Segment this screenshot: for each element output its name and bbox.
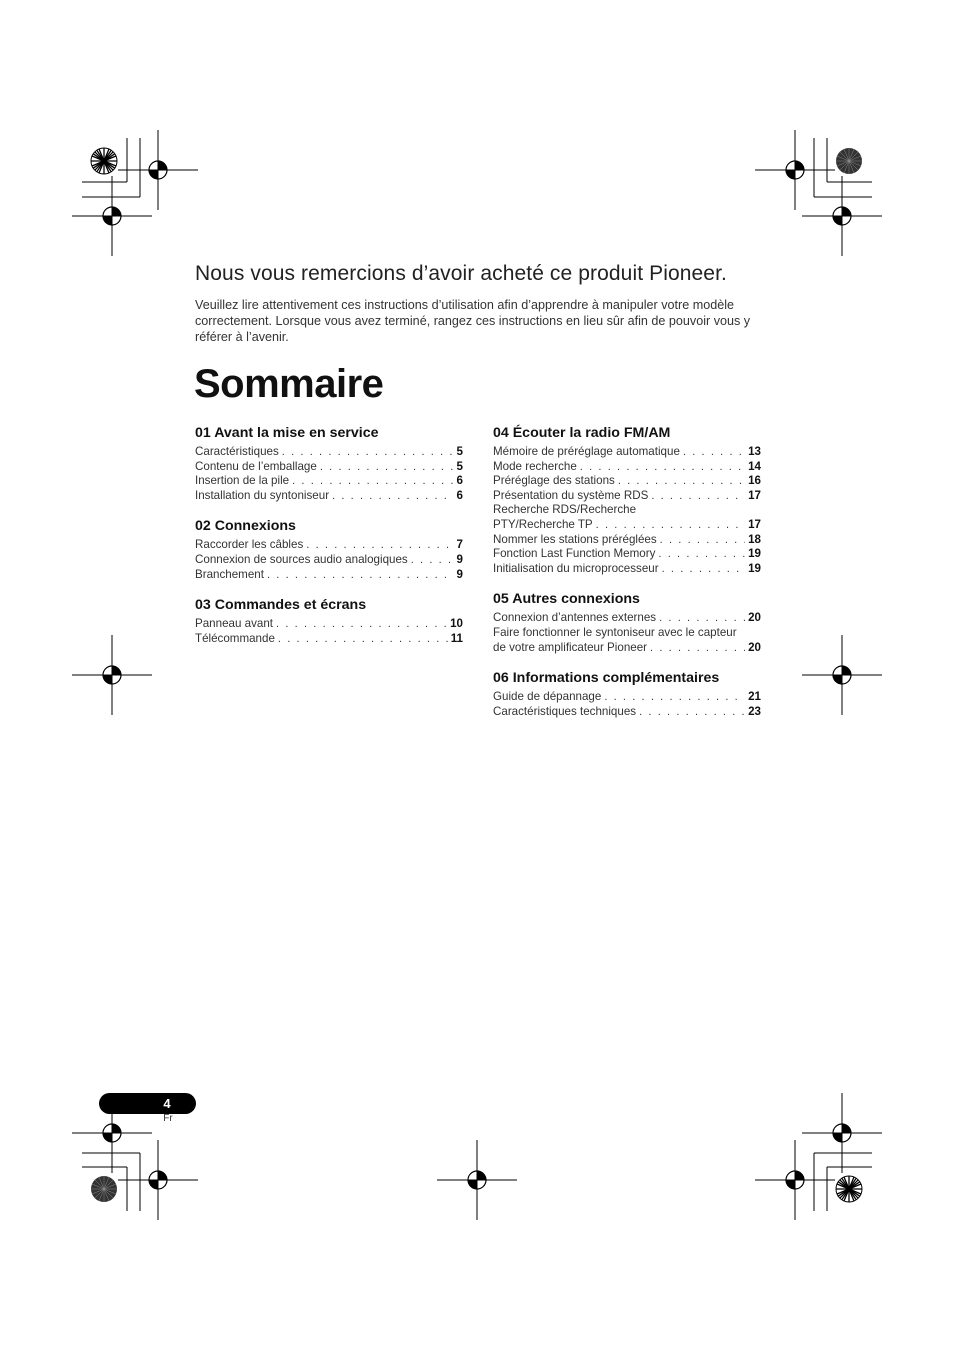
entry-label: Connexion de sources audio analogiques [195, 552, 408, 566]
toc-entry[interactable] [195, 460, 463, 475]
toc-entry-multiline[interactable] [493, 626, 761, 655]
toc-entry[interactable] [195, 568, 463, 583]
leader-dots [683, 445, 745, 460]
entry-label: Installation du syntoniseur [195, 488, 330, 502]
toc-entry[interactable] [493, 460, 761, 475]
entry-label: Panneau avant [195, 617, 274, 631]
entry-label-line1: Recherche RDS/Recherche [493, 503, 637, 517]
entry-label: de votre amplificateur Pioneer [493, 640, 648, 654]
leader-dots [267, 568, 454, 583]
entry-label: Initialisation du microprocesseur [493, 561, 659, 575]
entry-page: 9 [456, 567, 463, 581]
section-heading: 05 Autres connexions [493, 591, 640, 608]
toc-entry[interactable] [195, 538, 463, 553]
toc-entry[interactable] [195, 632, 463, 647]
leader-dots [662, 562, 745, 577]
toc-entry[interactable] [493, 562, 761, 577]
toc-section-04 [493, 425, 761, 576]
section-heading: 02 Connexions [195, 518, 296, 535]
entry-label: PTY/Recherche TP [493, 517, 593, 531]
toc-entry[interactable] [195, 474, 463, 489]
leader-dots [660, 533, 745, 548]
entry-page: 21 [748, 690, 761, 704]
entry-page: 23 [748, 704, 761, 718]
intro-paragraph: Veuillez lire attentivement ces instructions d’utilisation afin d’apprendre à manipuler votre modèle correctement. Lorsque vous avez terminé, rangez ces instructions en lieu sûr afin de pouvoir vous y référer à l’avenir. [195, 298, 751, 344]
entry-label: Télécommande [195, 631, 275, 645]
entry-label-line1: Faire fonctionner le syntoniseur avec le capteur [493, 625, 737, 639]
entry-page: 10 [450, 617, 463, 631]
entry-label: Fonction Last Function Memory [493, 547, 656, 561]
toc-entry-multiline[interactable] [493, 503, 761, 532]
entry-label: Branchement [195, 567, 264, 581]
leader-dots [658, 547, 745, 562]
toc-section-06 [493, 670, 761, 719]
page-title: Sommaire [194, 362, 384, 406]
toc-entry[interactable] [493, 533, 761, 548]
leader-dots [320, 460, 454, 475]
entry-page: 5 [456, 459, 463, 473]
toc-entry[interactable] [493, 489, 761, 504]
leader-dots [332, 489, 453, 504]
entry-label: Guide de dépannage [493, 690, 602, 704]
entry-page: 20 [748, 640, 761, 654]
page-headline: Nous vous remercions d’avoir acheté ce produit Pioneer. [195, 262, 727, 285]
entry-label: Insertion de la pile [195, 474, 290, 488]
entry-label: Caractéristiques [195, 445, 279, 458]
toc-entry[interactable] [493, 445, 761, 460]
leader-dots [580, 460, 745, 475]
entry-page: 17 [748, 488, 761, 502]
entry-page: 6 [456, 488, 463, 502]
section-heading: 03 Commandes et écrans [195, 597, 367, 614]
entry-label: Présentation du système RDS [493, 488, 649, 502]
entry-label: Connexion d’antennes externes [493, 611, 657, 625]
toc-entry[interactable] [195, 617, 463, 632]
toc-entry[interactable] [493, 705, 761, 720]
leader-dots [639, 705, 745, 720]
section-heading: 04 Écouter la radio FM/AM [493, 425, 671, 441]
entry-label: Préréglage des stations [493, 474, 615, 488]
toc-section-05 [493, 591, 761, 655]
entry-page: 7 [456, 538, 463, 552]
entry-page: 17 [748, 517, 761, 531]
section-heading: 06 Informations complémentaires [493, 670, 720, 687]
toc-entry[interactable] [493, 474, 761, 489]
toc-section-02 [195, 518, 463, 582]
entry-label: Mode recherche [493, 459, 577, 473]
entry-page: 19 [748, 561, 761, 575]
entry-page: 6 [456, 474, 463, 488]
leader-dots [292, 474, 453, 489]
leader-dots [651, 489, 745, 504]
leader-dots [306, 538, 453, 553]
entry-label: Contenu de l’emballage [195, 459, 317, 473]
page-number: 4 [163, 1096, 171, 1111]
entry-page: 18 [748, 532, 761, 546]
entry-page: 19 [748, 547, 761, 561]
entry-page: 13 [748, 445, 761, 458]
toc-left-column [195, 425, 463, 661]
leader-dots [282, 445, 454, 460]
toc-entry[interactable] [195, 489, 463, 504]
toc-right-column [493, 425, 761, 734]
toc-entry[interactable] [493, 547, 761, 562]
leader-dots [650, 641, 745, 656]
leader-dots [618, 474, 745, 489]
entry-page: 14 [748, 459, 761, 473]
toc-section-03 [195, 597, 463, 646]
toc-entry[interactable] [493, 690, 761, 705]
toc-entry[interactable] [493, 611, 761, 626]
leader-dots [278, 632, 448, 647]
leader-dots [411, 553, 454, 568]
entry-label: Raccorder les câbles [195, 538, 304, 552]
toc-entry[interactable] [195, 445, 463, 460]
entry-page: 20 [748, 611, 761, 625]
entry-page: 9 [456, 552, 463, 566]
entry-page: 11 [450, 631, 463, 645]
entry-label: Caractéristiques techniques [493, 704, 637, 718]
leader-dots [659, 611, 745, 626]
entry-page: 16 [748, 474, 761, 488]
leader-dots [604, 690, 745, 705]
section-heading: 01 Avant la mise en service [195, 425, 379, 441]
toc-entry[interactable] [195, 553, 463, 568]
entry-label: Nommer les stations préréglées [493, 532, 657, 546]
entry-page: 5 [456, 445, 463, 458]
toc-section-01 [195, 425, 463, 503]
leader-dots [276, 617, 447, 632]
entry-label: Mémoire de préréglage automatique [493, 445, 680, 458]
leader-dots [596, 518, 745, 533]
page-language: Fr [163, 1113, 173, 1124]
